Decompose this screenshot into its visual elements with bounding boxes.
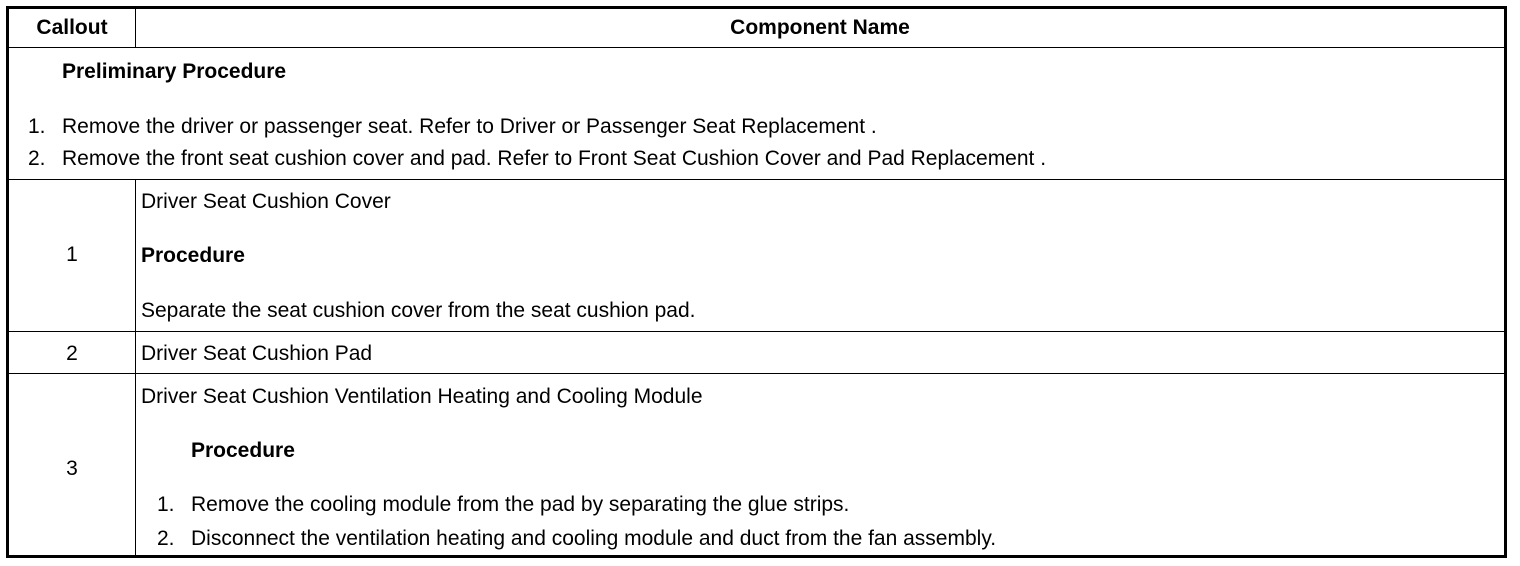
procedure-step-text: Disconnect the ventilation heating and cooling module and duct from the fan assembly. [191, 527, 997, 550]
row-1-divider [9, 331, 1504, 332]
preliminary-step-number: 2. [28, 147, 46, 170]
component-name: Driver Seat Cushion Pad [141, 342, 373, 365]
procedure-step-number: 1. [157, 493, 175, 516]
callout-number: 3 [66, 457, 78, 480]
preliminary-step-text: Remove the front seat cushion cover and pad. Refer to Front Seat Cushion Cover and Pad Replacement . [62, 147, 1047, 170]
procedure-text: Separate the seat cushion cover from the seat cushion pad. [141, 299, 696, 322]
procedure-table [6, 6, 1507, 558]
procedure-step-number: 2. [157, 527, 175, 550]
preliminary-title: Preliminary Procedure [62, 60, 287, 83]
component-name: Driver Seat Cushion Ventilation Heating and Cooling Module [141, 385, 703, 408]
preliminary-step-text: Remove the driver or passenger seat. Refer to Driver or Passenger Seat Replacement . [62, 115, 877, 138]
callout-header: Callout [36, 16, 108, 39]
callout-number: 2 [66, 342, 78, 365]
column-divider-rows [135, 179, 136, 558]
callout-number: 1 [66, 243, 78, 266]
procedure-step-text: Remove the cooling module from the pad by separating the glue strips. [191, 493, 850, 516]
component-name: Driver Seat Cushion Cover [141, 190, 391, 213]
procedure-label: Procedure [191, 439, 295, 462]
preliminary-step-number: 1. [28, 115, 46, 138]
procedure-label: Procedure [141, 244, 245, 267]
component-name-header: Component Name [730, 16, 910, 39]
header-divider [9, 47, 1504, 48]
row-2-divider [9, 373, 1504, 374]
preliminary-divider [9, 179, 1504, 180]
